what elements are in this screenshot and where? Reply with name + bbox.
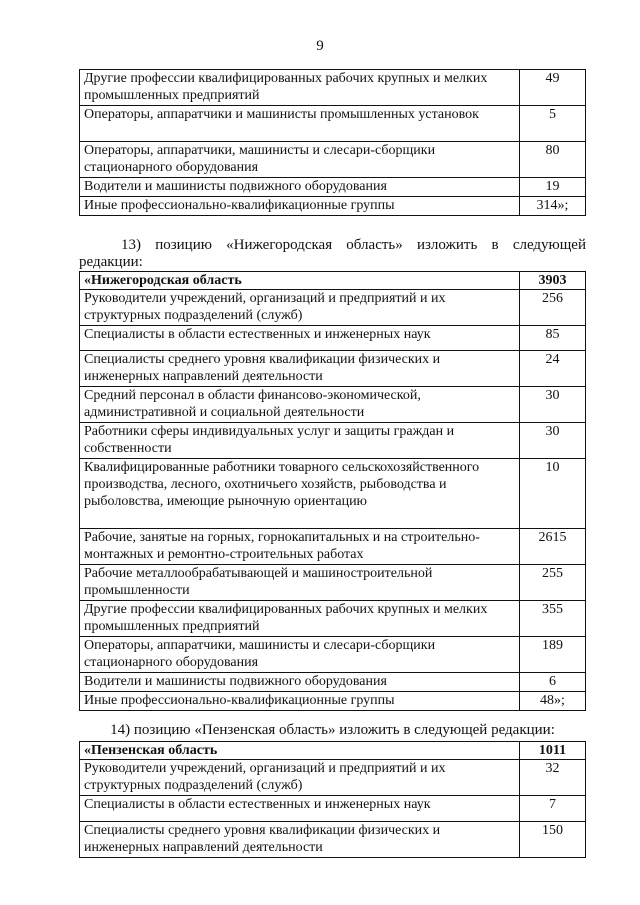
occupations-table-continued <box>79 69 586 216</box>
row-value: 30 <box>520 423 586 459</box>
row-value: 80 <box>520 142 586 178</box>
row-label: Специалисты среднего уровня квалификации физических и инженерных направлений деятельности <box>80 822 520 858</box>
row-value: 5 <box>520 106 586 142</box>
row-value: 150 <box>520 822 586 858</box>
row-value: 256 <box>520 290 586 326</box>
row-value: 10 <box>520 459 586 529</box>
row-value: 19 <box>520 178 586 197</box>
row-label: Другие профессии квалифицированных рабочих крупных и мелких промышленных предприятий <box>80 601 520 637</box>
item-13-line-1: 13) позицию «Нижегородская область» изложить в следующей <box>121 237 586 253</box>
row-value: 6 <box>520 673 586 692</box>
table-row <box>80 197 586 216</box>
row-label: Специалисты в области естественных и инженерных наук <box>80 326 520 351</box>
row-label: Руководители учреждений, организаций и предприятий и их структурных подразделений (служб) <box>80 760 520 796</box>
row-value: 30 <box>520 387 586 423</box>
table-row <box>80 387 586 423</box>
row-label: Водители и машинисты подвижного оборудования <box>80 178 520 197</box>
table-row <box>80 822 586 858</box>
row-label: Рабочие, занятые на горных, горнокапитальных и на строительно-монтажных и ремонтно-строительных работах <box>80 529 520 565</box>
table-row <box>80 423 586 459</box>
region-total: 3903 <box>520 272 586 290</box>
table-header-row <box>80 272 586 290</box>
row-label: Иные профессионально-квалификационные группы <box>80 692 520 711</box>
table-row <box>80 565 586 601</box>
row-label: Другие профессии квалифицированных рабочих крупных и мелких промышленных предприятий <box>80 70 520 106</box>
table-row <box>80 142 586 178</box>
table-row <box>80 692 586 711</box>
row-value: 32 <box>520 760 586 796</box>
row-value: 49 <box>520 70 586 106</box>
row-label: Иные профессионально-квалификационные группы <box>80 197 520 216</box>
row-value: 2615 <box>520 529 586 565</box>
table-row <box>80 106 586 142</box>
table-row <box>80 326 586 351</box>
item-13-line-2: редакции: <box>79 254 143 270</box>
table-row <box>80 601 586 637</box>
row-label: Рабочие металлообрабатывающей и машиностроительной промышленности <box>80 565 520 601</box>
row-value: 24 <box>520 351 586 387</box>
row-value: 355 <box>520 601 586 637</box>
table-row <box>80 351 586 387</box>
table-row <box>80 637 586 673</box>
region-name: «Нижегородская область <box>80 272 520 290</box>
row-value: 189 <box>520 637 586 673</box>
penza-table <box>79 741 586 858</box>
table-row <box>80 673 586 692</box>
table-row <box>80 796 586 822</box>
row-label: Квалифицированные работники товарного сельскохозяйственного производства, лесного, охотничьего хозяйств, рыбоводства и рыболовства, имеющие рыночную ориентацию <box>80 459 520 529</box>
table-row <box>80 70 586 106</box>
row-label: Средний персонал в области финансово-экономической, административной и социальной деятельности <box>80 387 520 423</box>
region-name: «Пензенская область <box>80 742 520 760</box>
nizhny-novgorod-table <box>79 271 586 711</box>
row-value: 7 <box>520 796 586 822</box>
row-label: Руководители учреждений, организаций и предприятий и их структурных подразделений (служб) <box>80 290 520 326</box>
row-label: Водители и машинисты подвижного оборудования <box>80 673 520 692</box>
table-row <box>80 178 586 197</box>
row-label: Специалисты среднего уровня квалификации физических и инженерных направлений деятельности <box>80 351 520 387</box>
row-value: 255 <box>520 565 586 601</box>
row-label: Специалисты в области естественных и инженерных наук <box>80 796 520 822</box>
row-value: 314»; <box>520 197 586 216</box>
row-value: 85 <box>520 326 586 351</box>
page-number: 9 <box>316 38 324 54</box>
item-13-paragraph <box>79 237 586 271</box>
table-row <box>80 459 586 529</box>
item-14-paragraph <box>79 722 586 739</box>
item-14-text: 14) позицию «Пензенская область» изложить в следующей редакции: <box>110 722 555 738</box>
row-label: Операторы, аппаратчики, машинисты и слесари-сборщики стационарного оборудования <box>80 142 520 178</box>
region-total: 1011 <box>520 742 586 760</box>
row-label: Операторы, аппаратчики и машинисты промышленных установок <box>80 106 520 142</box>
row-label: Операторы, аппаратчики, машинисты и слесари-сборщики стационарного оборудования <box>80 637 520 673</box>
row-value: 48»; <box>520 692 586 711</box>
table-header-row <box>80 742 586 760</box>
row-label: Работники сферы индивидуальных услуг и защиты граждан и собственности <box>80 423 520 459</box>
table-row <box>80 290 586 326</box>
table-row <box>80 760 586 796</box>
table-row <box>80 529 586 565</box>
